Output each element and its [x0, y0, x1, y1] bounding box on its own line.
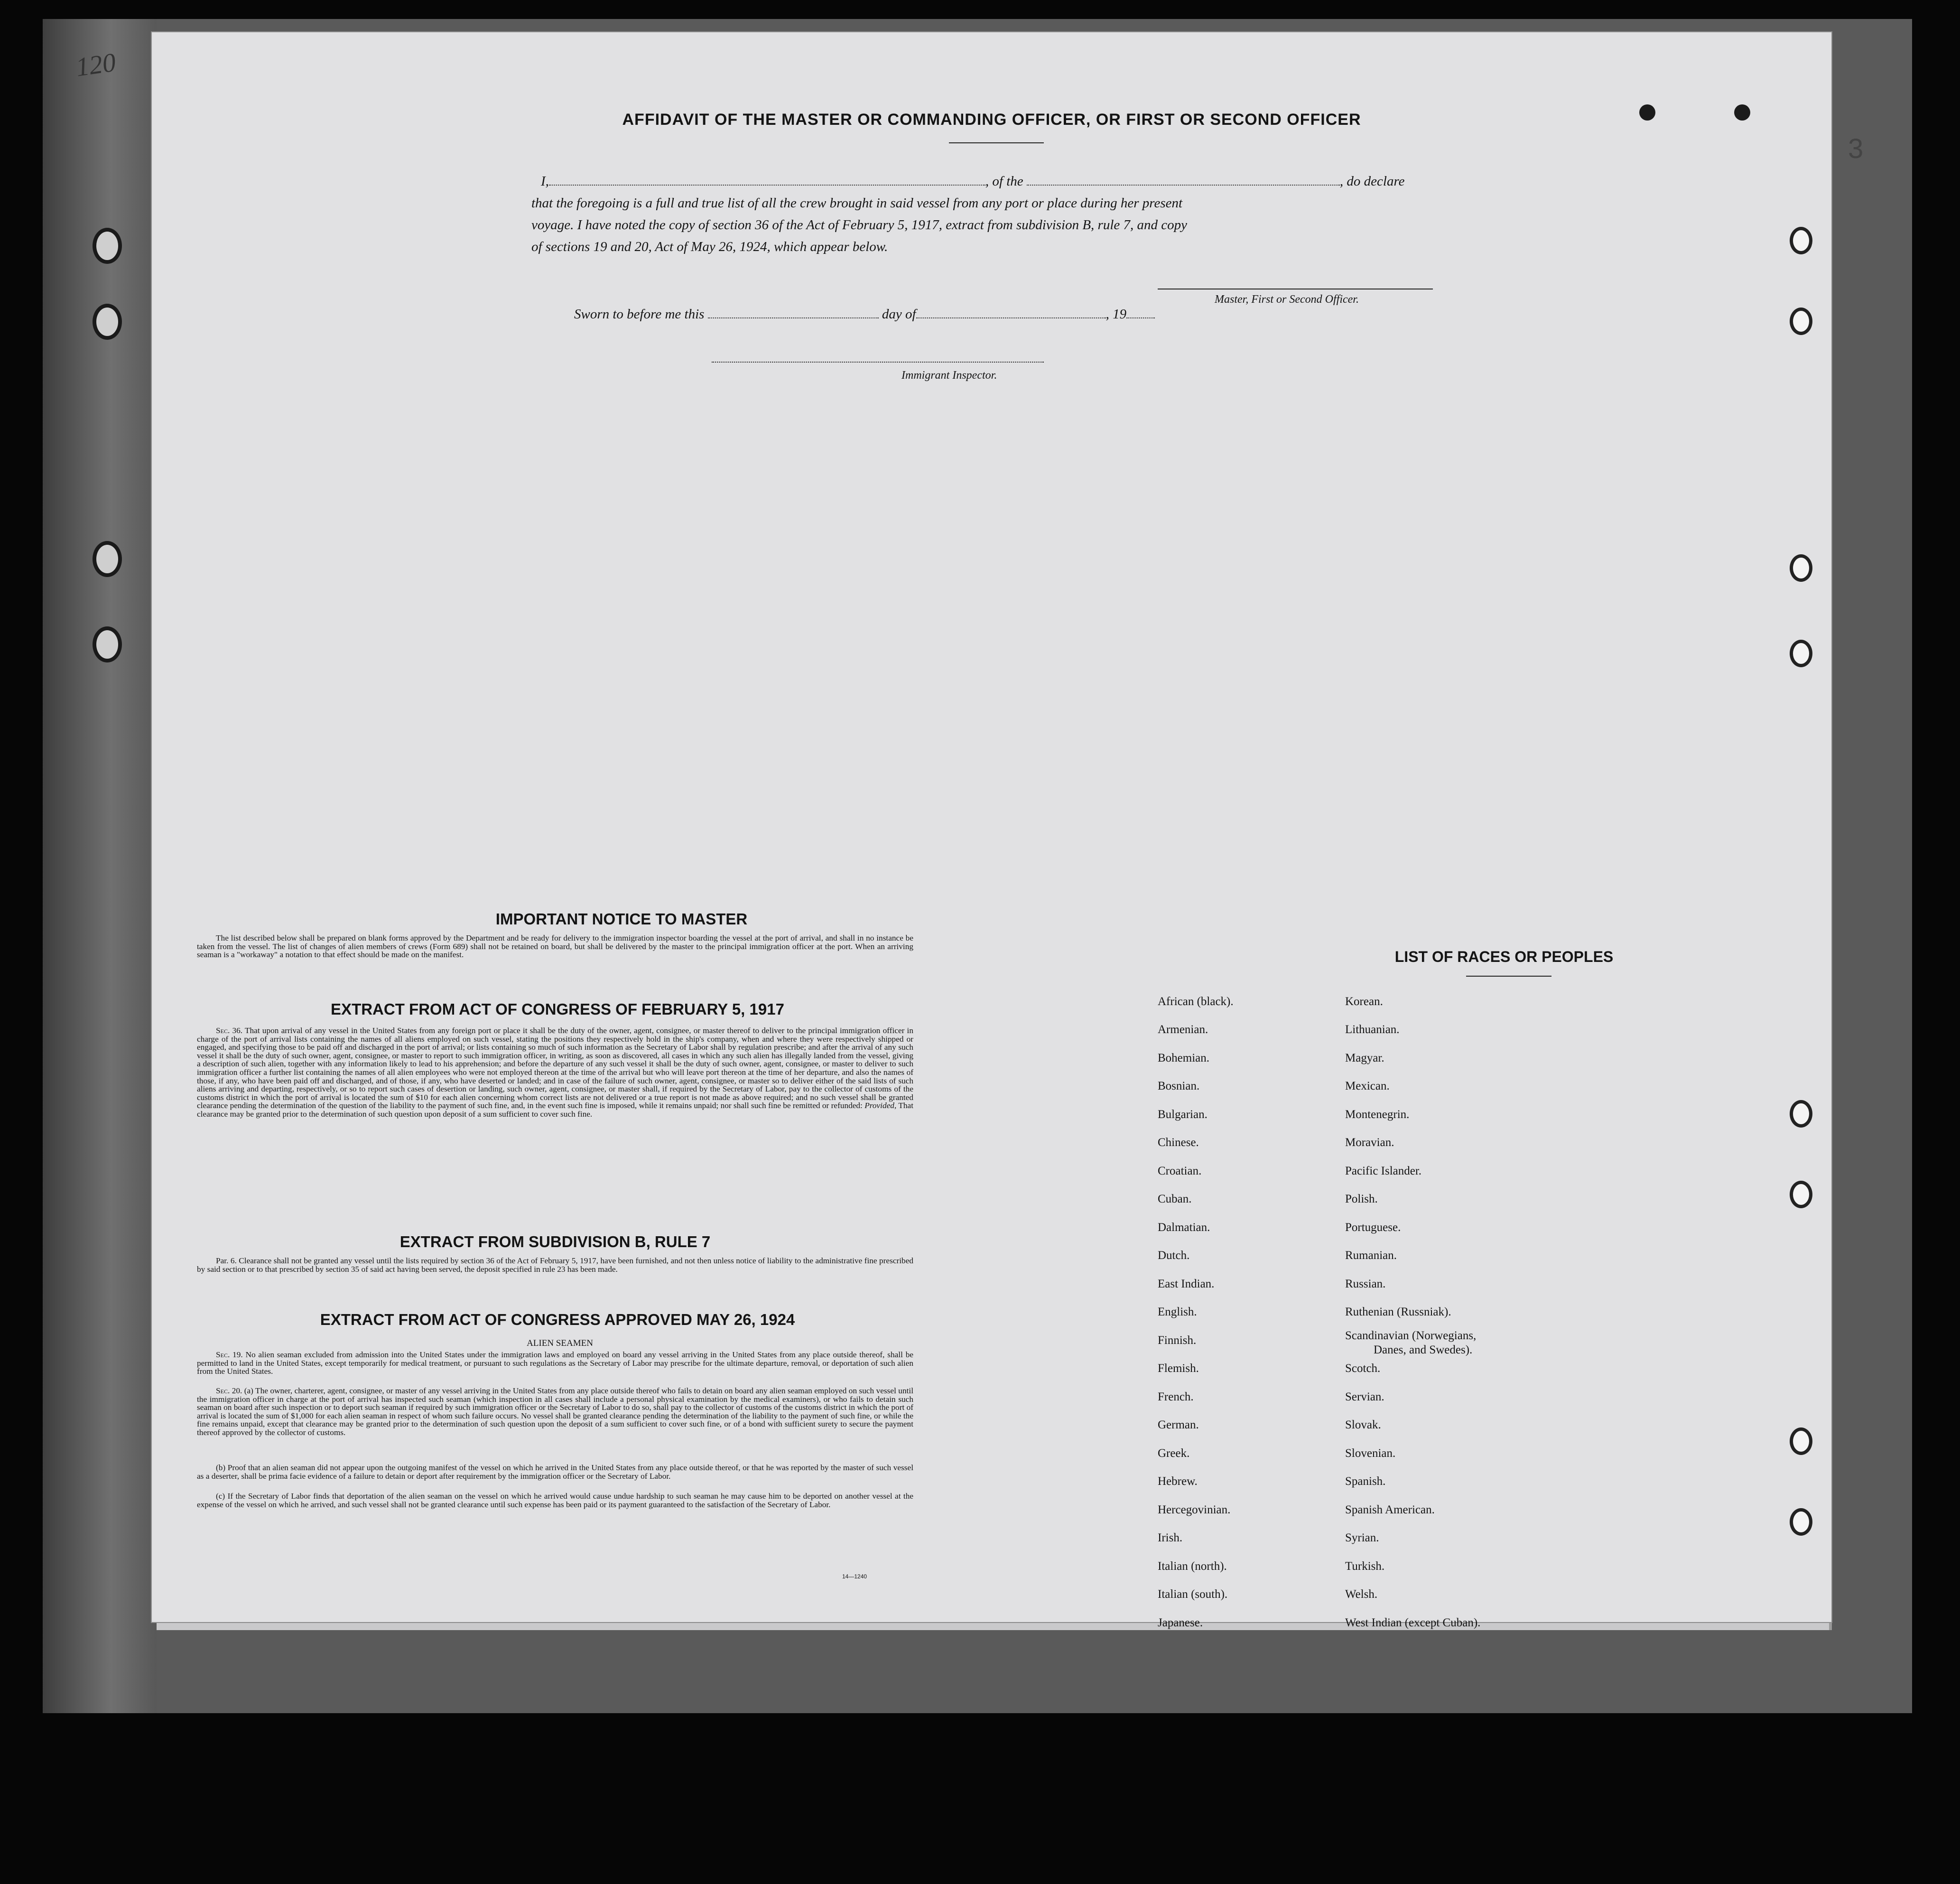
affidavit-text: I, — [541, 174, 549, 189]
affidavit-title: AFFIDAVIT OF THE MASTER OR COMMANDING OFFICER, OR FIRST OR SECOND OFFICER — [622, 111, 1361, 129]
race-left: African (black). — [1158, 995, 1234, 1008]
sworn-text: day of — [882, 307, 916, 322]
race-right: West Indian (except Cuban). — [1345, 1616, 1481, 1629]
race-left: Dutch. — [1158, 1249, 1190, 1262]
punch-hole-icon — [1790, 1427, 1812, 1455]
affidavit-text: , of the — [985, 174, 1023, 189]
race-right: Servian. — [1345, 1390, 1384, 1403]
binder-ring-icon — [93, 228, 122, 264]
race-right: Russian. — [1345, 1278, 1386, 1290]
race-right: Rumanian. — [1345, 1249, 1397, 1262]
vessel-name-field[interactable] — [1027, 174, 1340, 186]
title-rule — [949, 142, 1044, 143]
section-text: That clearance may be granted prior to the determination of such question upon deposit of a sum sufficient to cover such fine. — [197, 1101, 913, 1119]
race-left: French. — [1158, 1390, 1194, 1403]
sworn-day-field[interactable] — [708, 307, 879, 318]
race-right: Ruthenian (Russniak). — [1345, 1306, 1451, 1318]
section-text: (a) The owner, charterer, agent, consignee, or master of any vessel arriving in the United States from any place outside thereof who fails to detain on board any alien seaman employed on such vessel until the immigration officer in charge at the port of arrival has inspected such seaman (which inspection in all cases shall include a personal physical examination by the medical examiners), or who fails to detain such seaman on board after such inspection or to deport such seaman if required by such immigration officer or the Secretary of Labor to do so, shall pay to the collector of customs of the customs district in which the port of arrival is located the sum of $1,000 for each alien seaman in respect of whom such failure occurs. No vessel shall be granted clearance pending the determination of the liability to the payment of such fine, or while the fine remains unpaid, except that clearance may be granted prior to the determination of such question upon the deposit of a sum sufficient to cover such fine, or of a bond with sufficient surety to secure the payment thereof approved by the collector of customs. — [197, 1386, 913, 1437]
race-left: Flemish. — [1158, 1362, 1199, 1375]
race-right: Korean. — [1345, 995, 1383, 1008]
punch-hole-icon — [1790, 1508, 1812, 1536]
race-right: Spanish American. — [1345, 1503, 1435, 1516]
race-left: Japanese. — [1158, 1616, 1203, 1629]
sworn-text: Sworn to before me this — [574, 307, 705, 322]
race-right: Polish. — [1345, 1193, 1378, 1205]
section-label: Sec. 20. — [216, 1386, 242, 1395]
race-right: Turkish. — [1345, 1560, 1385, 1573]
notice-text: The list described below shall be prepared on blank forms approved by the Department and be ready for delivery to the immigration inspector boarding the vessel at the port of arrival, and shall in no instance be taken from the vessel. The list of changes of alien members of crews (Form 689) shall not be retained on board, but shall be delivered by the master to the principal immigration officer at the port. When an arriving seaman is a "workaway" a notation to that effect should be made on the manifest. — [197, 933, 913, 960]
races-title-rule — [1466, 976, 1551, 977]
race-left: East Indian. — [1158, 1278, 1215, 1290]
signature-caption: Master, First or Second Officer. — [1215, 293, 1359, 306]
race-left: Italian (south). — [1158, 1588, 1228, 1601]
section-label: Sec. 36. — [216, 1026, 243, 1035]
race-right: Slovenian. — [1345, 1447, 1396, 1460]
race-left: Bohemian. — [1158, 1052, 1210, 1064]
race-right: Lithuanian. — [1345, 1023, 1400, 1036]
race-right: Scandinavian (Norwegians, — [1345, 1329, 1477, 1342]
extract-1924-title: EXTRACT FROM ACT OF CONGRESS APPROVED MAY 26, 1924 — [320, 1311, 795, 1328]
form-page — [152, 32, 1831, 1629]
margin-mark: 120 — [74, 47, 118, 83]
race-right: Magyar. — [1345, 1052, 1384, 1064]
race-left: Cuban. — [1158, 1193, 1192, 1205]
affidavit-line-2: that the foregoing is a full and true list of all the crew brought in said vessel from any port or place during her present — [531, 196, 1183, 211]
punch-hole-icon — [1639, 104, 1655, 121]
race-left: Greek. — [1158, 1447, 1190, 1460]
tab-number: 3 — [1848, 133, 1864, 164]
extract-1917-text — [197, 1026, 913, 1119]
race-right: Syrian. — [1345, 1531, 1379, 1544]
sec19-text — [197, 1351, 913, 1376]
race-right: Spanish. — [1345, 1475, 1386, 1488]
alien-seamen-subtitle: ALIEN SEAMEN — [527, 1338, 593, 1348]
sec20c-text: (c) If the Secretary of Labor finds that deportation of the alien seaman on the vessel on which he arrived would cause undue hardship to such seaman he may cause him to be deported on another vessel at the expense of the vessel on which he arrived, and such vessel shall not be granted clearance until such expense has been paid or its payment guaranteed to the satisfaction of the Secretary of Labor. — [197, 1492, 913, 1509]
binder-ring-icon — [93, 626, 122, 662]
race-left: Armenian. — [1158, 1023, 1208, 1036]
section-text: That upon arrival of any vessel in the United States from any foreign port or place it shall be the duty of the owner, agent, consignee, or master thereof to deliver to the principal immigration officer in charge of the port of arrival lists containing the names of all aliens employed on such vessel, stating the positions they respectively hold in the ship's company, when and where they were respectively shipped or engaged, and specifying those to be paid off and discharged in the port of arrival; or lists containing so much of such information as the Secretary of Labor shall by regulation prescribe; and after the arrival of any such vessel it shall be the duty of such owner, agent, consignee, or master to report to such immigration officer, in writing, as soon as discovered, all cases in which any such alien has illegally landed from the vessel, giving a description of such alien, together with any information likely to lead to his apprehension; and before the departure of any such vessel it shall be the duty of such owner, agent, consignee, or master to deliver to such immigration officer a further list containing the names of all alien employees who were not employed thereon at the time of the arrival but who will leave port thereon at the time of her departure, and also the names of those, if any, who have been paid off and discharged, and of those, if any, who have deserted or landed; and in case of the failure of such owner, agent, consignee, or master so to deliver either of the said lists of such aliens arriving and departing, respectively, or so to report such cases of desertion or landing, such owner, agent, consignee, or master shall, if required by the Secretary of Labor, pay to the collector of customs of the customs district in which the port of arrival is located the sum of $10 for each alien concerning whom correct lists are not delivered or a true report is not made as above required; and no such vessel shall be granted clearance pending the determination of the question of the liability to the payment of such fine, and, in the event such fine is imposed, while it remains unpaid; nor shall such fine be remitted or refunded: — [197, 1026, 913, 1110]
section-label: Sec. 19. — [216, 1350, 243, 1359]
race-left: Italian (north). — [1158, 1560, 1227, 1573]
races-title: LIST OF RACES OR PEOPLES — [1394, 948, 1614, 965]
sworn-line — [574, 307, 1155, 322]
race-left: Chinese. — [1158, 1136, 1199, 1149]
race-left: Dalmatian. — [1158, 1221, 1210, 1234]
race-left: Irish. — [1158, 1531, 1183, 1544]
race-right: Scotch. — [1345, 1362, 1381, 1375]
race-left: Hebrew. — [1158, 1475, 1198, 1488]
punch-hole-icon — [1734, 104, 1750, 121]
punch-hole-icon — [1790, 640, 1812, 667]
affidavit-text: , do declare — [1339, 174, 1405, 189]
sworn-text: , 19 — [1105, 307, 1127, 322]
provided-label: Provided, — [864, 1101, 897, 1110]
binder-ring-icon — [93, 304, 122, 340]
extract-rule7-text: Par. 6. Clearance shall not be granted any vessel until the lists required by section 36 of the Act of February 5, 1917, have been furnished, and not then unless notice of liability to the administrative fine prescribed by said section or to that prescribed by section 35 of said act having been served, the deposit specified in rule 23 has been made. — [197, 1256, 913, 1274]
race-right: Mexican. — [1345, 1080, 1390, 1092]
race-left: Croatian. — [1158, 1165, 1202, 1177]
punch-hole-icon — [1790, 554, 1812, 582]
race-right: Pacific Islander. — [1345, 1165, 1422, 1177]
race-left: Hercegovinian. — [1158, 1503, 1231, 1516]
punch-hole-icon — [1790, 1181, 1812, 1208]
extract-rule7-title: EXTRACT FROM SUBDIVISION B, RULE 7 — [399, 1233, 711, 1250]
race-left: Bulgarian. — [1158, 1108, 1208, 1121]
race-left: Finnish. — [1158, 1334, 1197, 1347]
inspector-caption: Immigrant Inspector. — [901, 369, 997, 382]
race-right: Montenegrin. — [1345, 1108, 1410, 1121]
binder-ring-icon — [93, 541, 122, 577]
section-text: No alien seaman excluded from admission into the United States under the immigration laws and employed on board any vessel arriving in the United States from any place outside thereof, shall be permitted to land in the United States, except temporarily for medical treatment, or pursuant to such regulations as the Secretary of Labor may prescribe for the ultimate departure, removal, or deportation of such alien from the United States. — [197, 1350, 914, 1376]
race-left: English. — [1158, 1306, 1197, 1318]
sworn-month-field[interactable] — [916, 307, 1106, 318]
race-right: Welsh. — [1345, 1588, 1378, 1601]
race-right: Slovak. — [1345, 1418, 1381, 1431]
officer-name-field[interactable] — [549, 174, 985, 186]
form-number: 14—1240 — [842, 1573, 867, 1580]
affidavit-line-1 — [541, 174, 1405, 189]
punch-hole-icon — [1790, 227, 1812, 254]
sec20a-text — [197, 1387, 913, 1437]
sec20b-text: (b) Proof that an alien seaman did not appear upon the outgoing manifest of the vessel on which he arrived in the United States from any place outside thereof, or that he was reported by the master of such vessel as a deserter, shall be prima facie evidence of a failure to detain or deport after requirement by the immigration officer or the Secretary of Labor. — [197, 1463, 913, 1481]
inspector-signature-line[interactable] — [712, 362, 1044, 363]
affidavit-line-4: of sections 19 and 20, Act of May 26, 1924, which appear below. — [531, 239, 888, 254]
race-right: Moravian. — [1345, 1136, 1394, 1149]
notice-title: IMPORTANT NOTICE TO MASTER — [495, 910, 748, 928]
sworn-year-field[interactable] — [1126, 307, 1155, 318]
race-left: German. — [1158, 1418, 1199, 1431]
punch-hole-icon — [1790, 1100, 1812, 1128]
race-left: Bosnian. — [1158, 1080, 1200, 1092]
binder-strip — [43, 19, 157, 1713]
race-right-continued: Danes, and Swedes). — [1374, 1343, 1473, 1356]
race-right: Portuguese. — [1345, 1221, 1401, 1234]
punch-hole-icon — [1790, 308, 1812, 335]
affidavit-line-3: voyage. I have noted the copy of section 36 of the Act of February 5, 1917, extract from subdivision B, rule 7, and copy — [531, 217, 1188, 233]
extract-1917-title: EXTRACT FROM ACT OF CONGRESS OF FEBRUARY 5, 1917 — [331, 1000, 784, 1018]
